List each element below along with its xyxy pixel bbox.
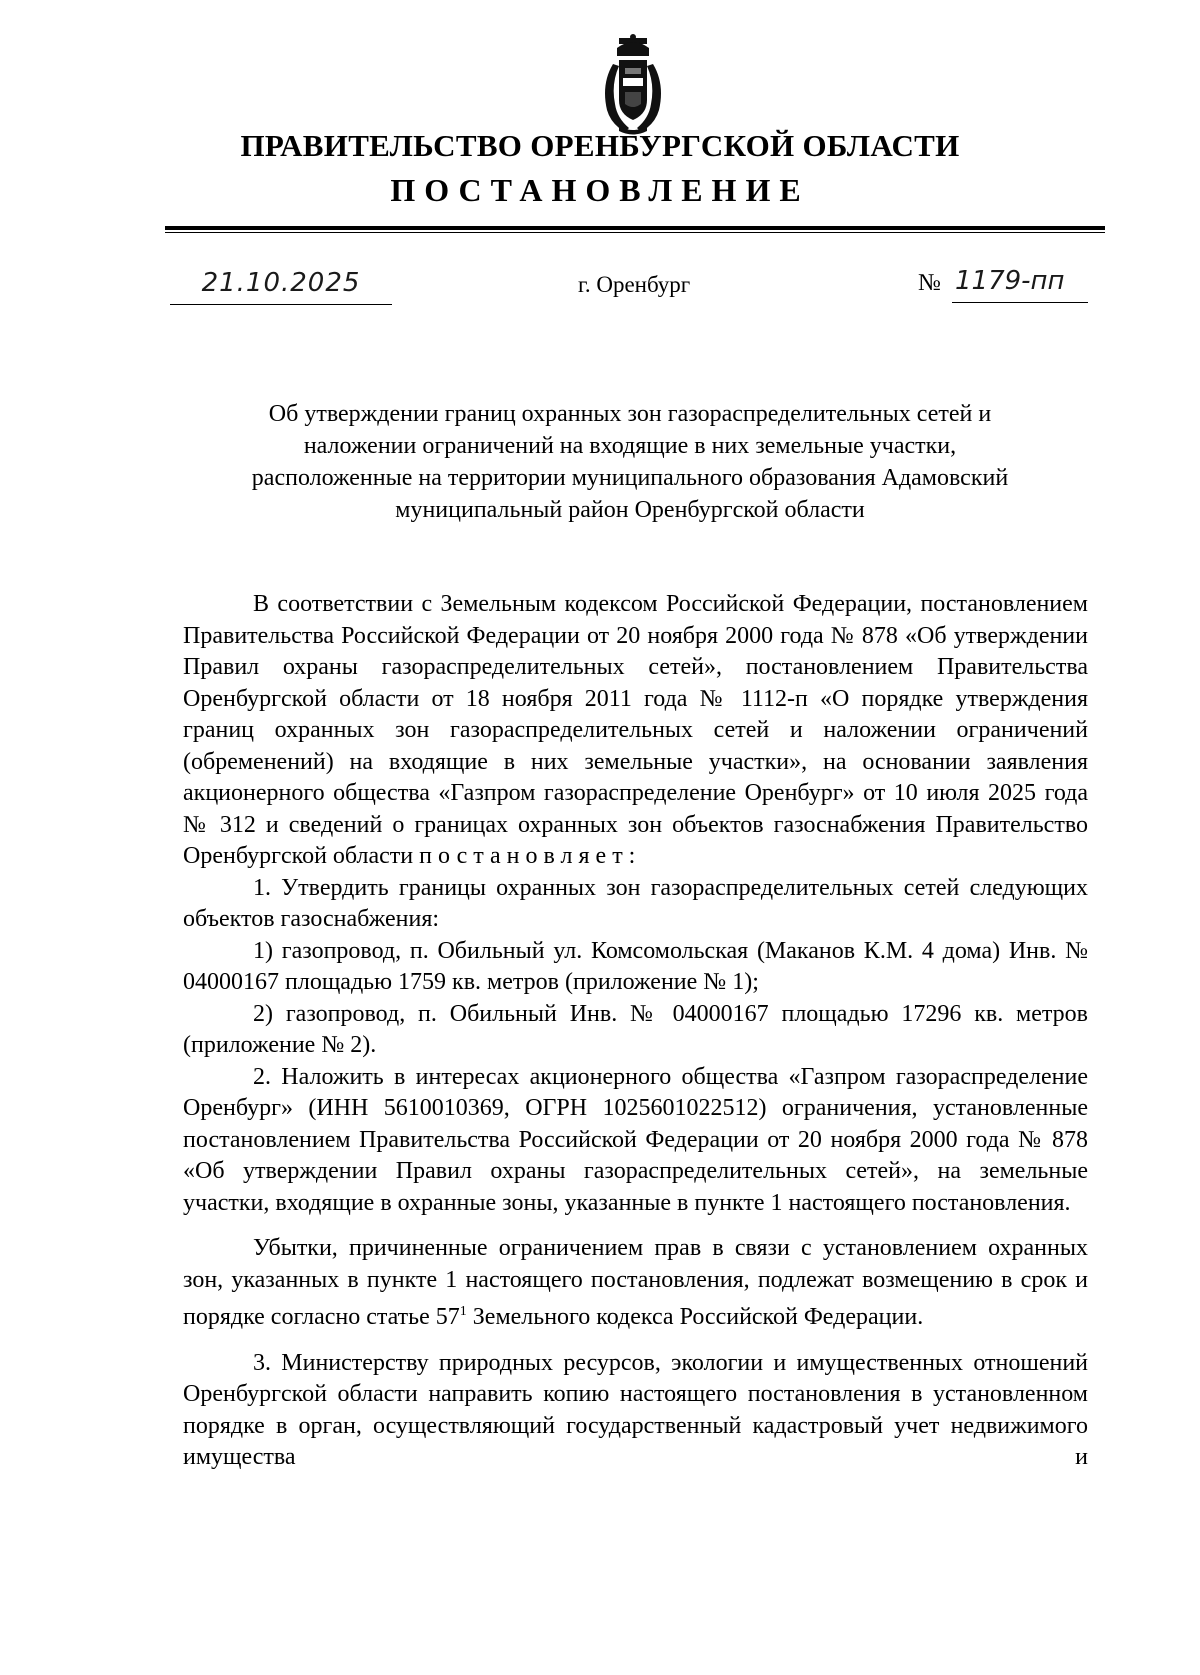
document-subject bbox=[190, 398, 1070, 526]
item-3: 3. Министерству природных ресурсов, экологии и имущественных отношений Оренбургской области направить копию настоящего постановления в установленном порядке в орган, осуществляющий государственный кадастровый учет недвижимого имущества и bbox=[183, 1349, 1088, 1470]
header-rule-thick bbox=[165, 226, 1105, 230]
document-body bbox=[183, 589, 1088, 1474]
item-1-1: 1) газопровод, п. Обильный ул. Комсомольская (Маканов К.М. 4 дома) Инв. № 04000167 площадью 1759 кв. метров (приложение № 1); bbox=[183, 937, 1088, 995]
subject-line: расположенные на территории муниципального образования Адамовский bbox=[251, 465, 1009, 491]
preamble-text: В соответствии с Земельным кодексом Российской Федерации, постановлением Правительства Российской Федерации от 20 ноября 2000 года № 878 «Об утверждении Правил охраны газораспределительных сетей», постановлением Правительства Оренбургской области от 18 ноября 2011 года № 1112-п «О порядке утверждения границ охранных зон газораспределительных сетей и наложении ограничений (обременений) на входящие в них земельные участки», на основании заявления акционерного общества «Газпром газораспределение Оренбург» от 10 июля 2025 года № 312 и сведений о границах охранных зон объектов газоснабжения Правительство Оренбургской области bbox=[183, 591, 1088, 869]
header-rule-thin bbox=[165, 232, 1105, 233]
losses-paragraph bbox=[183, 1233, 1088, 1334]
losses-superscript: 1 bbox=[459, 1304, 467, 1319]
resolves-word: постановляет: bbox=[419, 843, 642, 869]
item-2: 2. Наложить в интересах акционерного общества «Газпром газораспределение Оренбург» (ИНН 5610010369, ОГРН 1025601022512) ограничения, установленные постановлением Правительства Российской Федерации от 20 ноября 2000 года № 878 «Об утверждении Правил охраны газораспределительных сетей», на земельные участки, входящие в охранные зоны, указанные в пункте 1 настоящего постановления. bbox=[183, 1063, 1088, 1216]
item-1: 1. Утвердить границы охранных зон газораспределительных сетей следующих объектов газоснабжения: bbox=[183, 874, 1088, 932]
document-date: 21.10.2025 bbox=[201, 268, 361, 298]
subject-line: Об утверждении границ охранных зон газораспределительных сетей и bbox=[268, 401, 992, 427]
document-number: 1179-пп bbox=[955, 266, 1065, 296]
subject-line: наложении ограничений на входящие в них земельные участки, bbox=[303, 433, 957, 459]
item-1-2: 2) газопровод, п. Обильный Инв. № 04000167 площадью 17296 кв. метров (приложение № 2). bbox=[183, 1000, 1088, 1058]
document-type-title: ПОСТАНОВЛЕНИЕ bbox=[390, 172, 810, 208]
date-underline bbox=[170, 304, 392, 305]
coat-of-arms-emblem-icon bbox=[597, 34, 669, 136]
subject-line: муниципальный район Оренбургской области bbox=[395, 497, 865, 523]
losses-text: Убытки, причиненные ограничением прав в связи с установлением охранных зон, указанных в пункте 1 настоящего постановления, подлежат возмещению в срок и порядке согласно статье 57 bbox=[183, 1235, 1088, 1330]
number-sign: № bbox=[918, 270, 941, 296]
preamble-paragraph bbox=[183, 589, 1088, 873]
number-underline bbox=[952, 302, 1088, 303]
government-title: ПРАВИТЕЛЬСТВО ОРЕНБУРГСКОЙ ОБЛАСТИ bbox=[240, 128, 960, 163]
document-city: г. Оренбург bbox=[578, 272, 691, 297]
losses-text-end: Земельного кодекса Российской Федерации. bbox=[466, 1304, 924, 1330]
